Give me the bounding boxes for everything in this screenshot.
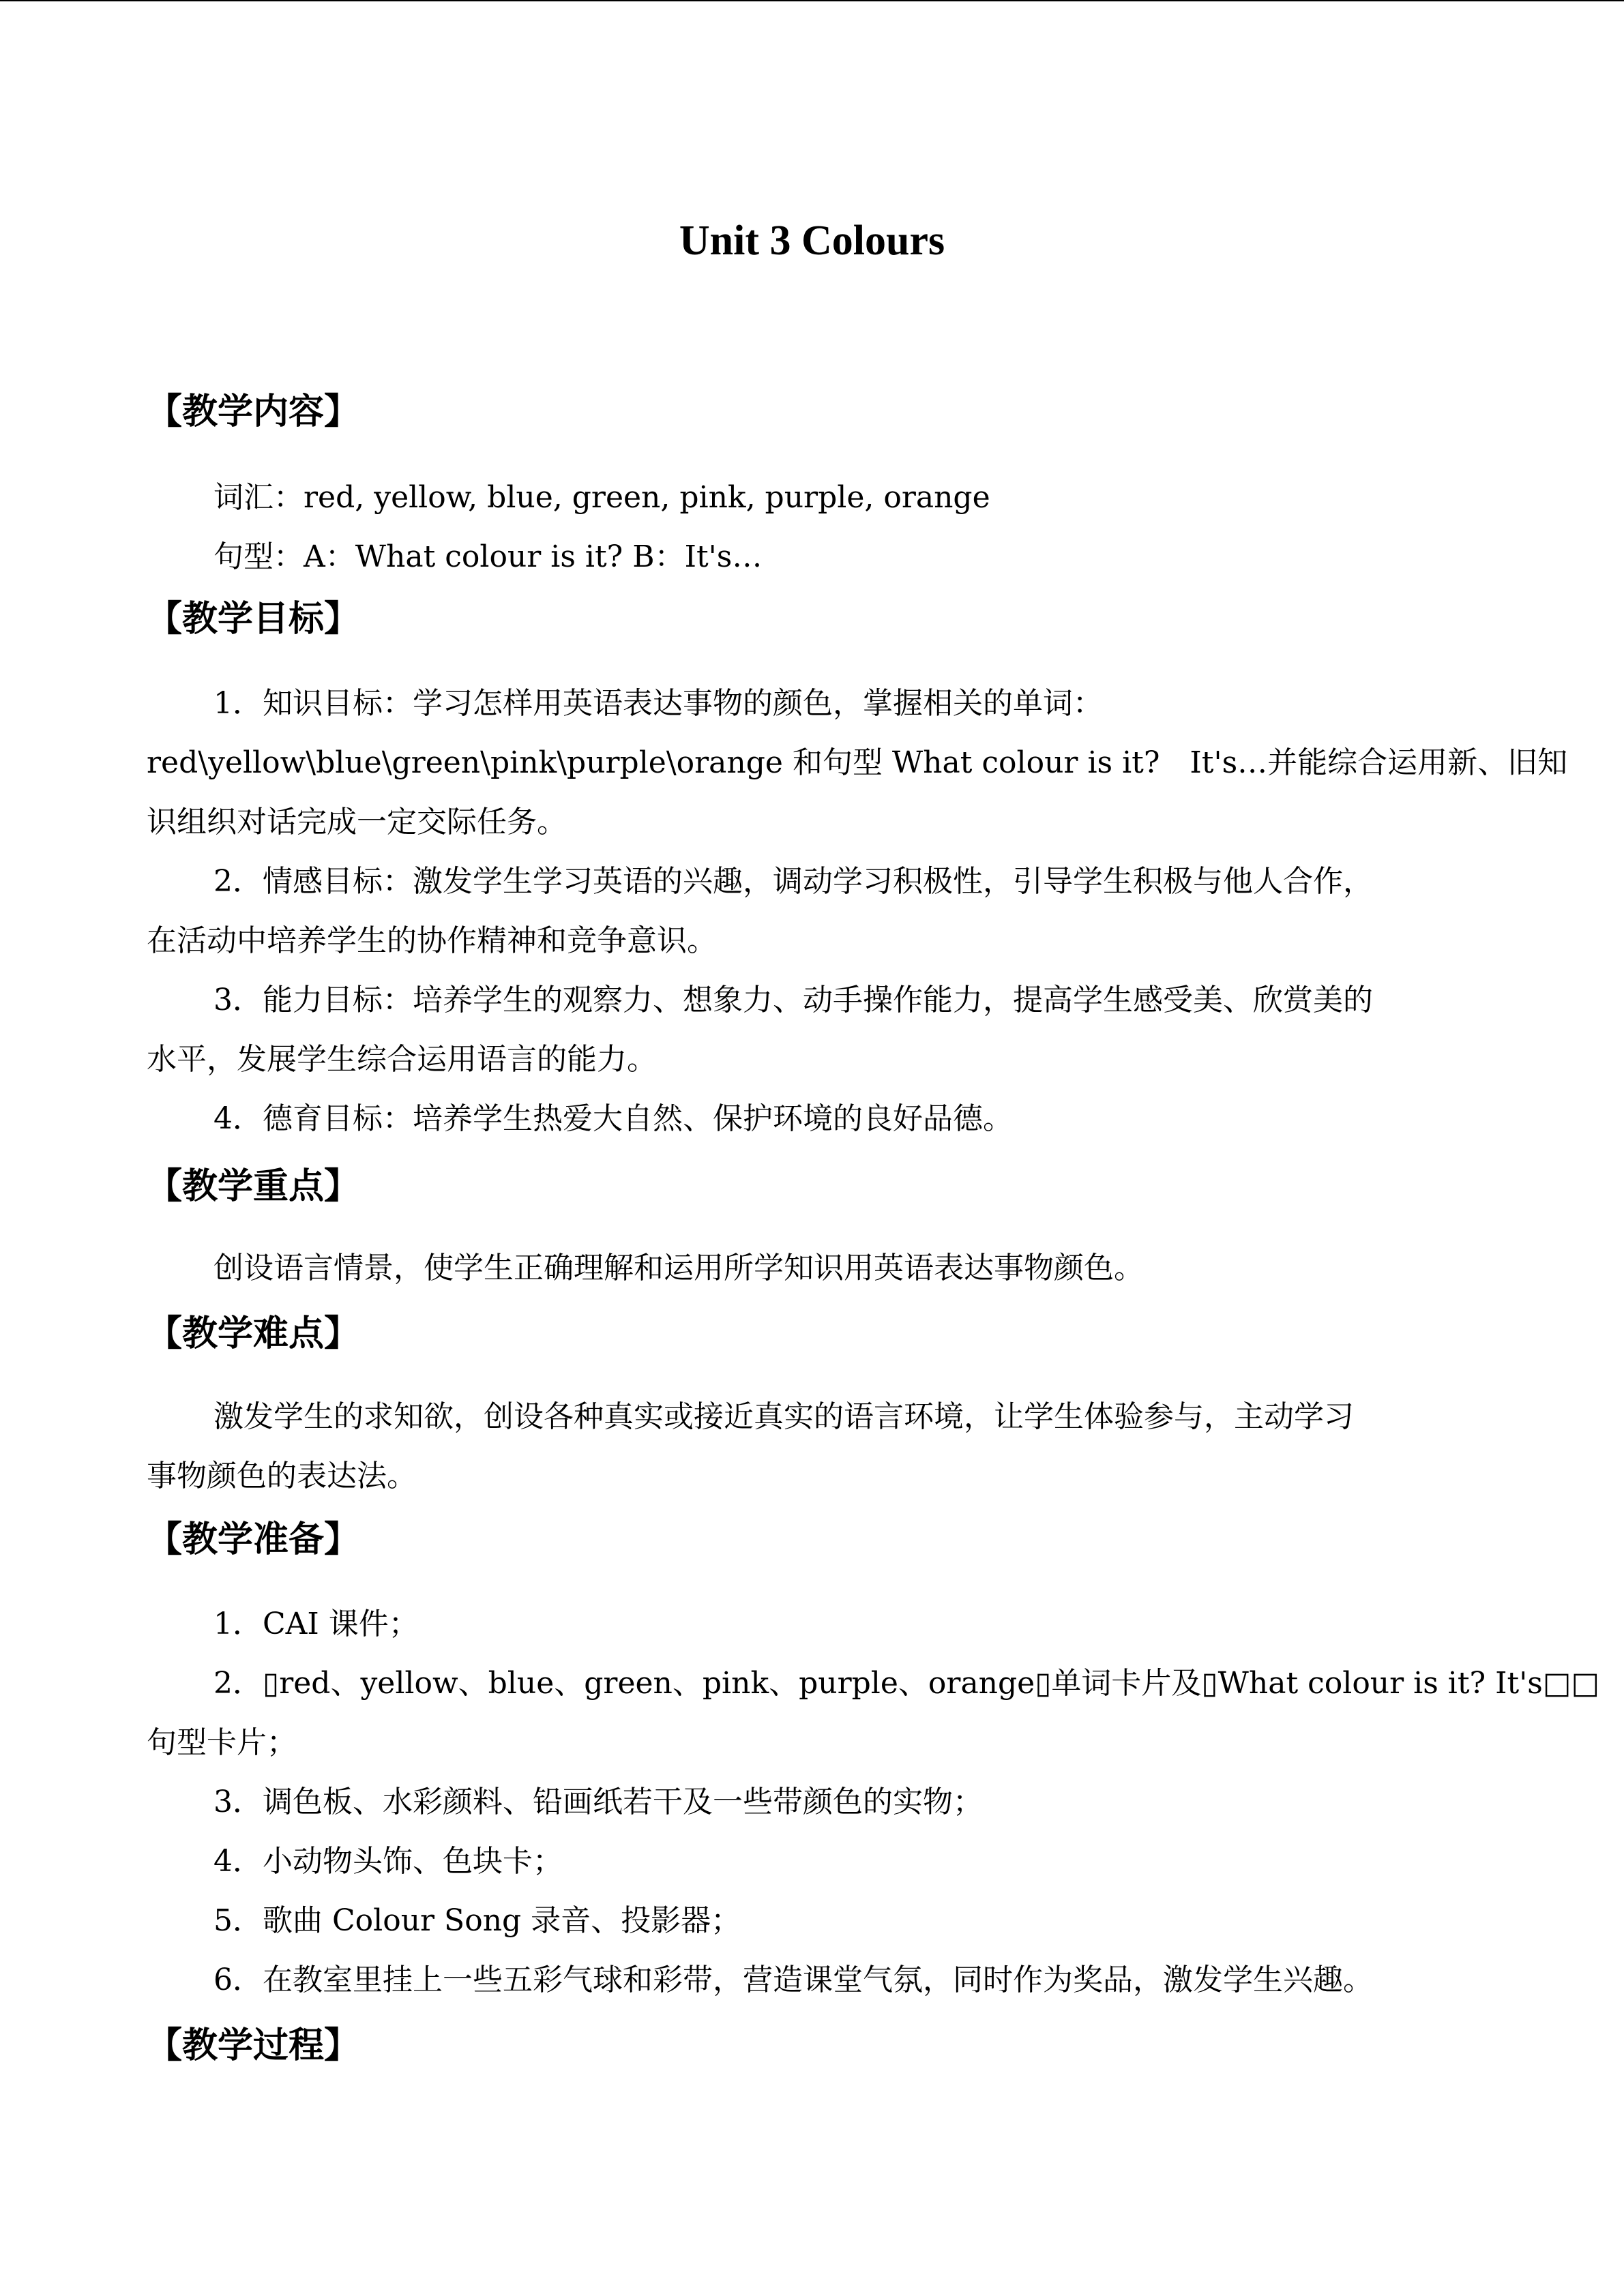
- objective-2-line-1: 2．情感目标：激发学生学习英语的兴趣，调动学习积极性，引导学生积极与他人合作，: [213, 864, 1373, 899]
- objective-4-line: 4．德育目标：培养学生热爱大自然、保护环境的良好品德。: [213, 1101, 1013, 1136]
- preparation-item-4: 4．小动物头饰、色块卡；: [213, 1844, 563, 1879]
- heading-teaching-content: 【教学内容】: [147, 391, 360, 432]
- preparation-item-2-line-1: 2．▯red、yellow、blue、green、pink、purple、orange▯单词卡片及▯What colour is it? It's□□: [213, 1666, 1600, 1701]
- preparation-item-5: 5．歌曲 Colour Song 录音、投影器；: [213, 1903, 741, 1938]
- preparation-item-6: 6．在教室里挂上一些五彩气球和彩带，营造课堂气氛，同时作为奖品，激发学生兴趣。: [213, 1963, 1373, 1997]
- heading-key-points: 【教学重点】: [147, 1165, 360, 1207]
- document-title: Unit 3 Colours: [679, 218, 945, 264]
- preparation-item-2-line-2: 句型卡片；: [147, 1725, 297, 1760]
- preparation-item-3: 3．调色板、水彩颜料、铅画纸若干及一些带颜色的实物；: [213, 1785, 983, 1819]
- objective-1-line-1: 1．知识目标：学习怎样用英语表达事物的颜色，掌握相关的单词：: [213, 686, 1103, 721]
- objective-3-line-2: 水平，发展学生综合运用语言的能力。: [147, 1042, 657, 1077]
- vocab-line: 词汇：red, yellow, blue, green, pink, purple, orange: [213, 480, 990, 515]
- key-points-text: 创设语言情景，使学生正确理解和运用所学知识用英语表达事物颜色。: [213, 1251, 1144, 1285]
- heading-teaching-objectives: 【教学目标】: [147, 598, 360, 640]
- heading-difficulties: 【教学难点】: [147, 1313, 360, 1354]
- objective-3-line-1: 3．能力目标：培养学生的观察力、想象力、动手操作能力，提高学生感受美、欣赏美的: [213, 983, 1373, 1017]
- preparation-item-1: 1．CAI 课件；: [213, 1607, 419, 1641]
- heading-preparation: 【教学准备】: [147, 1519, 360, 1560]
- heading-process: 【教学过程】: [147, 2025, 360, 2066]
- objective-1-line-2: red\yellow\blue\green\pink\purple\orange 和句型 What colour is it? It's…并能综合运用新、旧知: [147, 745, 1568, 780]
- sentence-pattern-line: 句型：A：What colour is it? B：It's…: [213, 539, 763, 574]
- difficulties-line-2: 事物颜色的表达法。: [147, 1459, 417, 1493]
- objective-2-line-2: 在活动中培养学生的协作精神和竞争意识。: [147, 923, 717, 958]
- difficulties-line-1: 激发学生的求知欲，创设各种真实或接近真实的语言环境，让学生体验参与，主动学习: [213, 1399, 1354, 1434]
- objective-1-line-3: 识组织对话完成一定交际任务。: [147, 805, 567, 839]
